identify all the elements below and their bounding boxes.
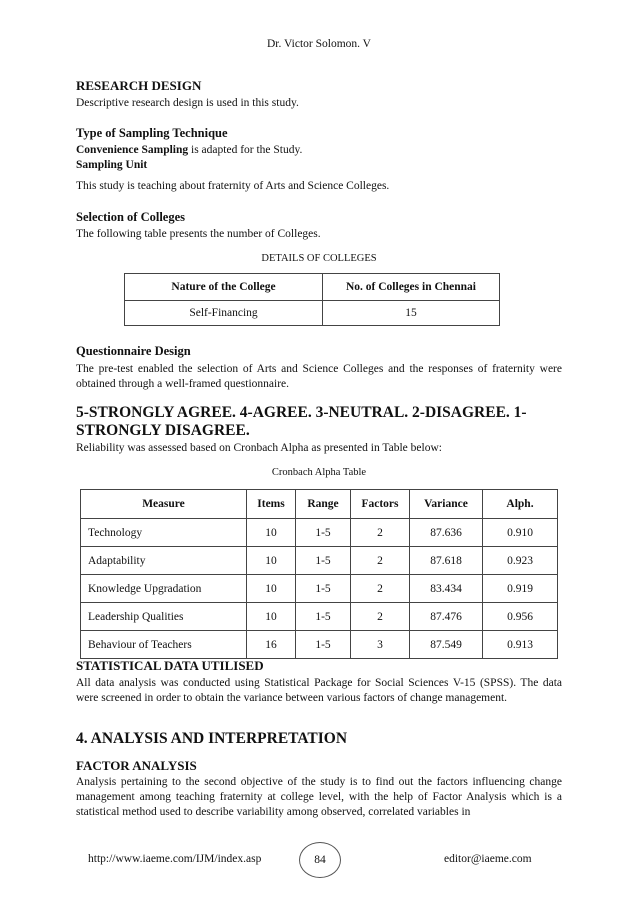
column-header: Range	[296, 490, 351, 519]
analysis-heading: 4. ANALYSIS AND INTERPRETATION	[76, 730, 348, 747]
table-cell: 10	[247, 603, 296, 631]
sampling-unit-heading: Sampling Unit	[76, 159, 148, 171]
table-cell: 87.476	[410, 603, 483, 631]
table-cell: Knowledge Upgradation	[81, 575, 247, 603]
sampling-text	[76, 143, 562, 158]
selection-heading: Selection of Colleges	[76, 210, 186, 224]
colleges-table-caption: DETAILS OF COLLEGES	[261, 253, 377, 264]
table-cell: Self-Financing	[125, 301, 323, 326]
table-cell: 10	[247, 547, 296, 575]
running-header: Dr. Victor Solomon. V	[267, 38, 371, 50]
table-cell: 0.956	[483, 603, 558, 631]
scale-section	[76, 404, 562, 456]
table-cell: 16	[247, 631, 296, 659]
table-cell: 0.910	[483, 519, 558, 547]
table-row	[125, 301, 500, 326]
table-cell: Behaviour of Teachers	[81, 631, 247, 659]
table-cell: 0.919	[483, 575, 558, 603]
page-footer	[0, 842, 638, 882]
statistical-text: All data analysis was conducted using Statistical Package for Social Sciences V-15 (SPSS). The data were screened in order to obtain the variance between various factors of change management.	[76, 677, 562, 704]
table-cell: 1-5	[296, 603, 351, 631]
table-cell: 2	[351, 547, 410, 575]
cronbach-table-caption: Cronbach Alpha Table	[271, 467, 367, 478]
questionnaire-section	[76, 344, 562, 392]
table-cell: 10	[247, 519, 296, 547]
statistical-section	[76, 658, 562, 706]
table-cell: 3	[351, 631, 410, 659]
table-cell: 0.913	[483, 631, 558, 659]
table-row	[81, 631, 558, 659]
table-cell: 1-5	[296, 547, 351, 575]
analysis-text: Analysis pertaining to the second objective of the study is to find out the factors influencing change management among teaching fraternity at college level, with the help of Factor Analysis which is a statistical method used to describe variability among observed, correlated variables in	[76, 776, 562, 818]
table-cell: 2	[351, 519, 410, 547]
column-header: Factors	[351, 490, 410, 519]
table-cell: 1-5	[296, 575, 351, 603]
cronbach-table	[80, 489, 558, 659]
analysis-section	[76, 730, 562, 820]
page-number: 84	[299, 842, 341, 878]
sampling-heading: Type of Sampling Technique	[76, 126, 228, 140]
column-header: Items	[247, 490, 296, 519]
scale-text: Reliability was assessed based on Cronbach Alpha as presented in Table below:	[76, 442, 442, 454]
table-cell: Adaptability	[81, 547, 247, 575]
selection-text: The following table presents the number of Colleges.	[76, 228, 321, 240]
table-cell: Leadership Qualities	[81, 603, 247, 631]
table-header-row	[81, 490, 558, 519]
column-header: Measure	[81, 490, 247, 519]
scale-line-2: STRONGLY DISAGREE.	[76, 422, 250, 439]
table-cell: 2	[351, 575, 410, 603]
column-header: No. of Colleges in Chennai	[323, 274, 500, 301]
table-cell: 10	[247, 575, 296, 603]
table-cell: 1-5	[296, 631, 351, 659]
table-cell: 2	[351, 603, 410, 631]
table-cell: 83.434	[410, 575, 483, 603]
table-cell: 87.549	[410, 631, 483, 659]
table-cell: 15	[323, 301, 500, 326]
column-header: Nature of the College	[125, 274, 323, 301]
table-cell: 87.636	[410, 519, 483, 547]
colleges-table	[124, 273, 500, 326]
questionnaire-heading: Questionnaire Design	[76, 344, 191, 358]
selection-section	[76, 210, 562, 326]
cronbach-section	[76, 467, 562, 659]
sampling-bold-lead: Convenience Sampling	[76, 144, 189, 156]
research-design-section	[76, 78, 562, 111]
statistical-heading: STATISTICAL DATA UTILISED	[76, 658, 264, 673]
table-row	[81, 547, 558, 575]
sampling-text-rest: is adapted for the Study.	[188, 144, 303, 156]
table-row	[81, 603, 558, 631]
column-header: Alph.	[483, 490, 558, 519]
sampling-section	[76, 126, 562, 194]
table-cell: 0.923	[483, 547, 558, 575]
research-design-heading: RESEARCH DESIGN	[76, 78, 202, 93]
research-design-text: Descriptive research design is used in this study.	[76, 97, 299, 109]
footer-url-link[interactable]: http://www.iaeme.com/IJM/index.asp	[88, 853, 262, 865]
footer-email-link[interactable]: editor@iaeme.com	[444, 853, 532, 865]
factor-analysis-heading: FACTOR ANALYSIS	[76, 758, 197, 773]
table-cell: 1-5	[296, 519, 351, 547]
table-row	[81, 519, 558, 547]
table-cell: Technology	[81, 519, 247, 547]
table-header-row	[125, 274, 500, 301]
sampling-unit-text: This study is teaching about fraternity of Arts and Science Colleges.	[76, 180, 390, 192]
table-row	[81, 575, 558, 603]
scale-line-1: 5-STRONGLY AGREE. 4-AGREE. 3-NEUTRAL. 2-DISAGREE. 1-	[76, 404, 527, 421]
questionnaire-text: The pre-test enabled the selection of Arts and Science Colleges and the responses of fraternity were obtained through a well-framed questionnaire.	[76, 363, 562, 390]
table-cell: 87.618	[410, 547, 483, 575]
column-header: Variance	[410, 490, 483, 519]
